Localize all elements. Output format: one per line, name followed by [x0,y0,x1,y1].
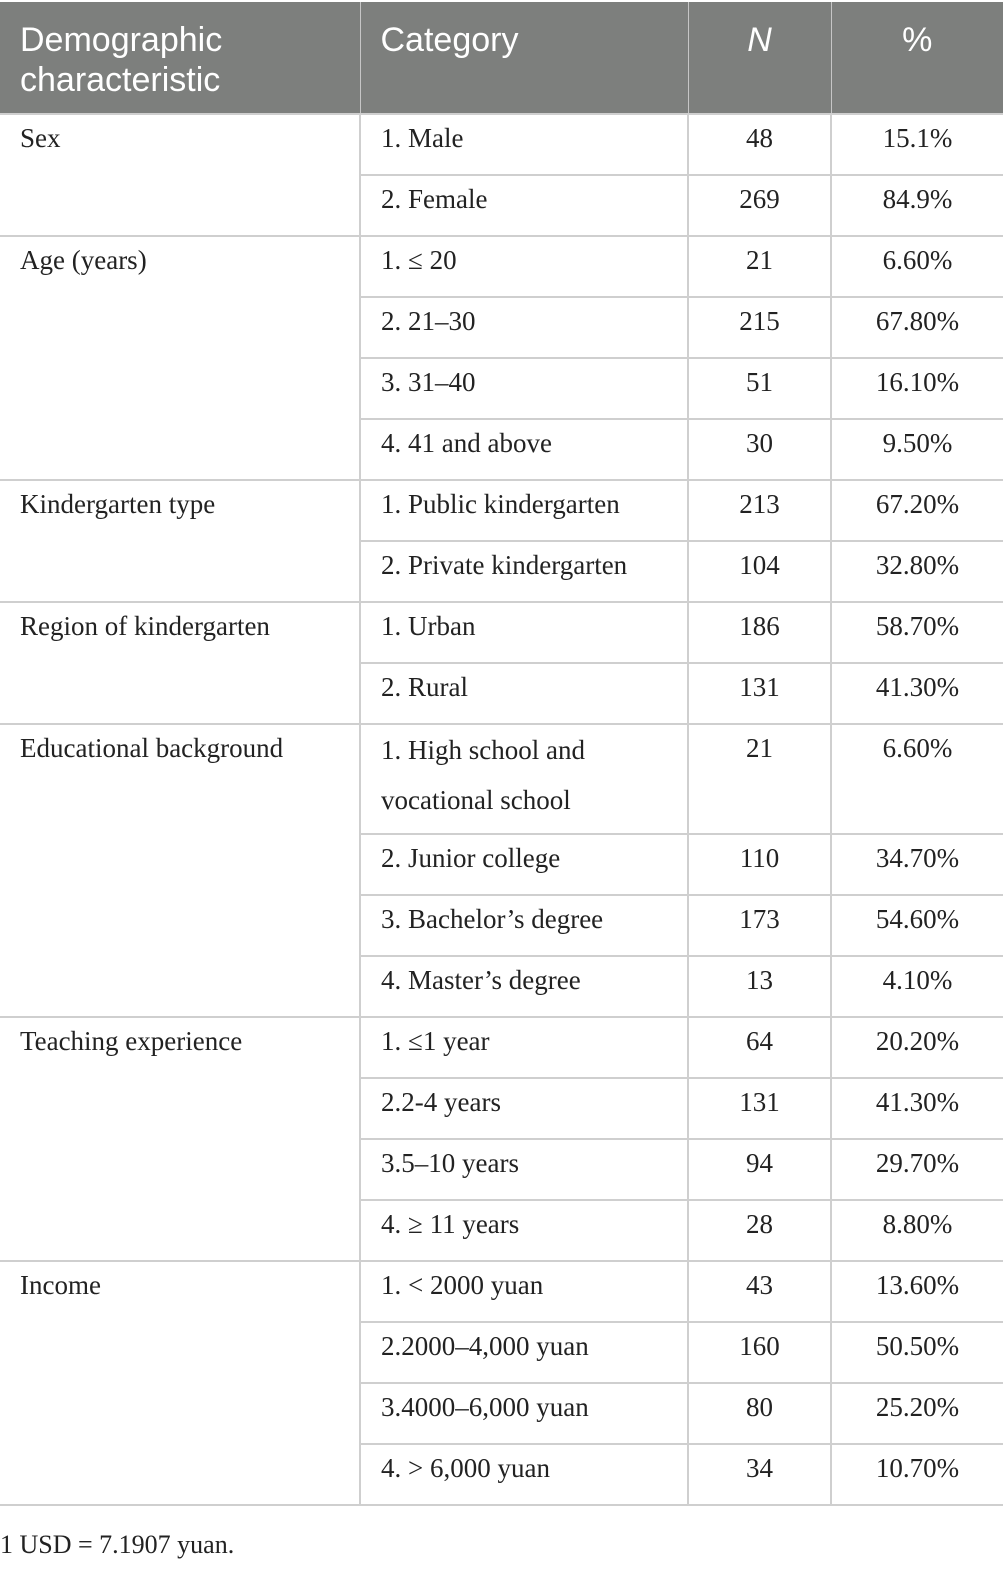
percent-cell: 20.20% [831,1017,1003,1078]
category-cell: 2. 21–30 [360,297,688,358]
table-row [0,724,1003,834]
group-label: Income [0,1261,360,1505]
table-footnote: 1 USD = 7.1907 yuan. [0,1530,235,1559]
table-body [0,114,1003,1505]
n-cell: 21 [688,724,831,834]
n-cell: 215 [688,297,831,358]
category-cell: 4. Master’s degree [360,956,688,1017]
group-label: Teaching experience [0,1017,360,1261]
category-cell: 3.4000–6,000 yuan [360,1383,688,1444]
percent-cell: 6.60% [831,236,1003,297]
category-cell: 4. > 6,000 yuan [360,1444,688,1505]
n-cell: 51 [688,358,831,419]
n-cell: 269 [688,175,831,236]
category-cell: 1. Urban [360,602,688,663]
percent-cell: 6.60% [831,724,1003,834]
category-cell: 2.2000–4,000 yuan [360,1322,688,1383]
n-cell: 48 [688,114,831,175]
n-cell: 21 [688,236,831,297]
category-cell: 3. 31–40 [360,358,688,419]
table-header [0,2,1003,114]
category-cell: 3.5–10 years [360,1139,688,1200]
percent-cell: 34.70% [831,834,1003,895]
group-label: Educational background [0,724,360,1017]
category-cell: 3. Bachelor’s degree [360,895,688,956]
category-cell: 1. Male [360,114,688,175]
group-label: Kindergarten type [0,480,360,602]
percent-cell: 16.10% [831,358,1003,419]
n-cell: 43 [688,1261,831,1322]
category-cell: 4. ≥ 11 years [360,1200,688,1261]
table-row [0,602,1003,663]
percent-cell: 9.50% [831,419,1003,480]
header-n: N [688,2,831,114]
table-row [0,1261,1003,1322]
n-cell: 160 [688,1322,831,1383]
n-cell: 213 [688,480,831,541]
category-cell: 1. ≤1 year [360,1017,688,1078]
n-cell: 94 [688,1139,831,1200]
group-label: Sex [0,114,360,236]
percent-cell: 67.80% [831,297,1003,358]
n-cell: 13 [688,956,831,1017]
n-cell: 28 [688,1200,831,1261]
table-row [0,1017,1003,1078]
category-cell: 2. Private kindergarten [360,541,688,602]
percent-cell: 67.20% [831,480,1003,541]
table-row [0,236,1003,297]
category-cell: 2. Rural [360,663,688,724]
n-cell: 104 [688,541,831,602]
table-row [0,480,1003,541]
percent-cell: 10.70% [831,1444,1003,1505]
percent-cell: 25.20% [831,1383,1003,1444]
percent-cell: 41.30% [831,663,1003,724]
header-category: Category [360,2,688,114]
percent-cell: 58.70% [831,602,1003,663]
n-cell: 173 [688,895,831,956]
category-cell: 2. Junior college [360,834,688,895]
demographics-table [0,2,1003,1506]
category-cell: 4. 41 and above [360,419,688,480]
category-cell: 2.2-4 years [360,1078,688,1139]
category-cell: 1. < 2000 yuan [360,1261,688,1322]
table-row [0,114,1003,175]
percent-cell: 32.80% [831,541,1003,602]
n-cell: 110 [688,834,831,895]
percent-cell: 84.9% [831,175,1003,236]
percent-cell: 13.60% [831,1261,1003,1322]
n-cell: 186 [688,602,831,663]
percent-cell: 8.80% [831,1200,1003,1261]
header-percent: % [831,2,1003,114]
n-cell: 30 [688,419,831,480]
percent-cell: 29.70% [831,1139,1003,1200]
category-cell: 2. Female [360,175,688,236]
percent-cell: 54.60% [831,895,1003,956]
n-cell: 131 [688,1078,831,1139]
percent-cell: 50.50% [831,1322,1003,1383]
category-cell: 1. High school and vocational school [360,724,688,834]
n-cell: 64 [688,1017,831,1078]
percent-cell: 41.30% [831,1078,1003,1139]
percent-cell: 15.1% [831,114,1003,175]
percent-cell: 4.10% [831,956,1003,1017]
header-row [0,2,1003,114]
n-cell: 131 [688,663,831,724]
group-label: Region of kindergarten [0,602,360,724]
category-cell: 1. Public kindergarten [360,480,688,541]
group-label: Age (years) [0,236,360,480]
header-characteristic: Demographic characteristic [0,2,360,114]
n-cell: 80 [688,1383,831,1444]
category-cell: 1. ≤ 20 [360,236,688,297]
n-cell: 34 [688,1444,831,1505]
